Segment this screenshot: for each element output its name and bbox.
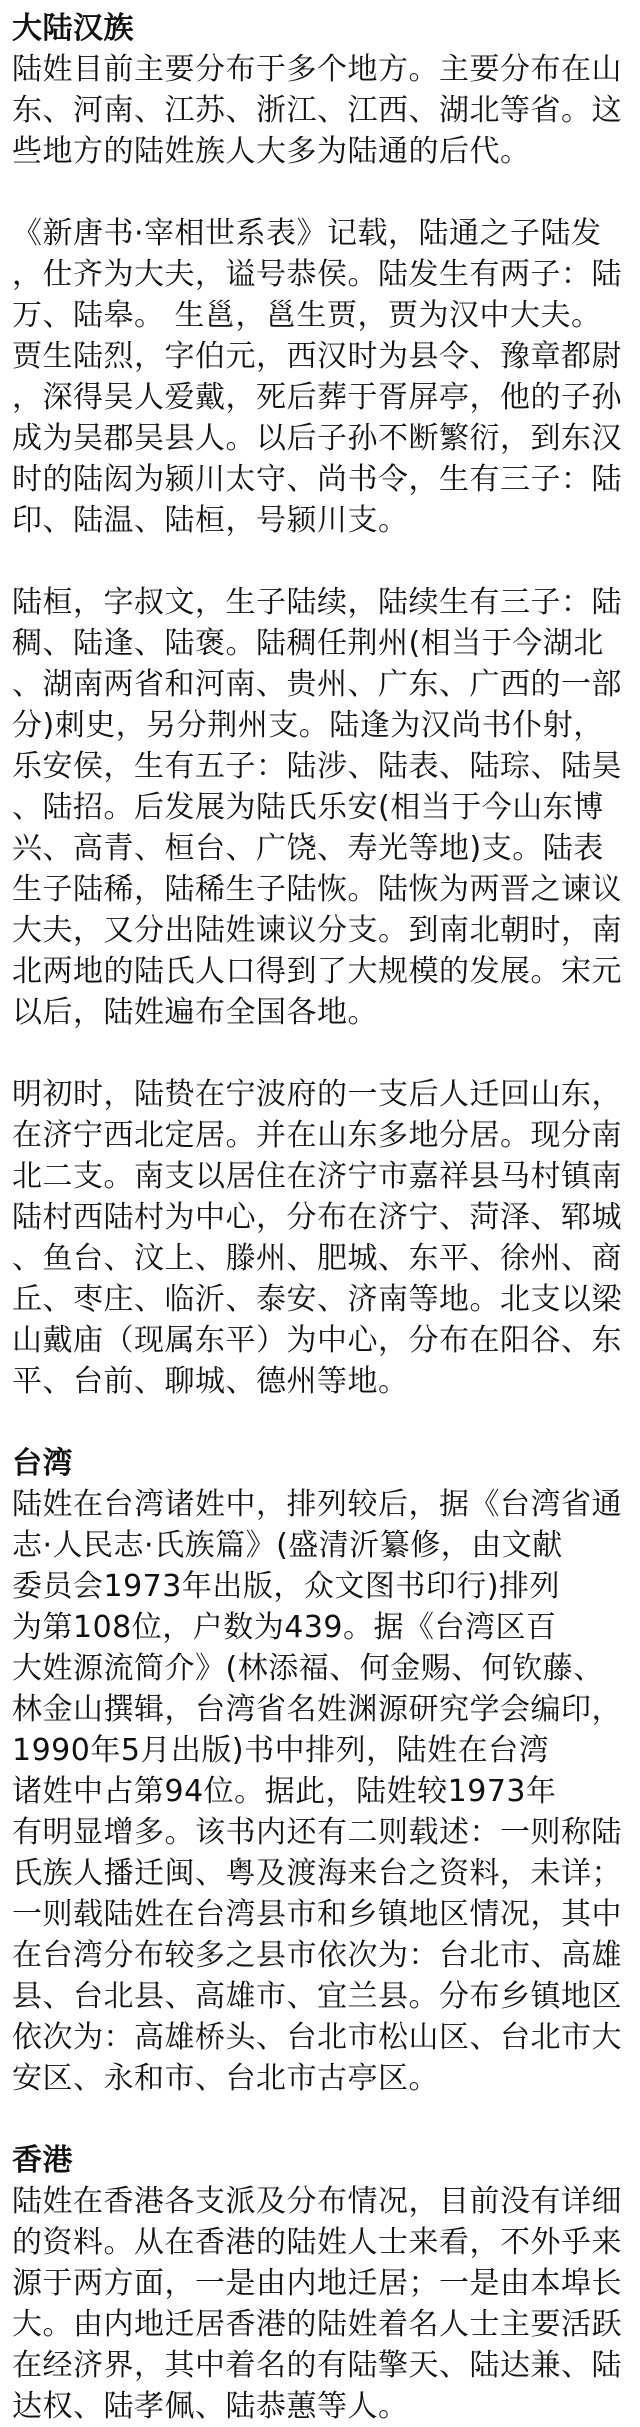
text-line: 安区、永和市、台北市古亭区。 — [12, 2061, 439, 2096]
text-line: 明初时，陆贽在宁波府的一支后人迁回山东， — [12, 1077, 622, 1112]
text-line: 乐安侯，生有五子：陆涉、陆表、陆琮、陆昊 — [12, 749, 622, 784]
text-line: 分)刺史，另分荆州支。陆逢为汉尚书仆射， — [12, 708, 604, 743]
section-heading: 大陆汉族 — [12, 11, 134, 46]
text-line: 陆姓在香港各支派及分布情况，目前没有详细 — [12, 2184, 622, 2219]
text-line: 山戴庙（现属东平）为中心，分布在阳谷、东 — [12, 1323, 622, 1358]
text-line: 一则载陆姓在台湾县市和乡镇地区情况，其中 — [12, 1897, 622, 1932]
text-line: 北两地的陆氏人口得到了大规模的发展。宋元 — [12, 954, 622, 989]
text-line: 北二支。南支以居住在济宁市嘉祥县马村镇南 — [12, 1159, 622, 1194]
text-line: 大。由内地迁居香港的陆姓着名人士主要活跃 — [12, 2307, 622, 2342]
section-heading: 台湾 — [12, 1446, 73, 1481]
text-line: 1990年5月出版)书中排列，陆姓在台湾 — [12, 1733, 550, 1768]
text-line: 为第108位，户数为439。据《台湾区百 — [12, 1610, 557, 1645]
text-line: 林金山撰辑，台湾省名姓渊源研究学会编印， — [12, 1692, 622, 1727]
text-line: 、陆招。后发展为陆氏乐安(相当于今山东博 — [12, 790, 604, 825]
text-line: 氏族人播迁闽、粤及渡海来台之资料，未详； — [12, 1856, 622, 1891]
text-line: 陆村西陆村为中心，分布在济宁、菏泽、郓城 — [12, 1200, 622, 1235]
text-line: 诸姓中占第94位。据此，陆姓较1973年 — [12, 1774, 557, 1809]
text-line: 大夫，又分出陆姓谏议分支。到南北朝时，南 — [12, 913, 622, 948]
text-line: 源于两方面，一是由内地迁居；一是由本埠长 — [12, 2266, 622, 2301]
text-line: 贾生陆烈，字伯元，西汉时为县令、豫章都尉 — [12, 339, 622, 374]
paragraph-gap — [12, 2099, 628, 2140]
text-line: 委员会1973年出版，众文图书印行)排列 — [12, 1569, 561, 1604]
text-line: 以后，陆姓遍布全国各地。 — [12, 995, 378, 1030]
text-line: 兴、高青、桓台、广饶、寿光等地)支。陆表 — [12, 831, 604, 866]
section-heading: 香港 — [12, 2143, 73, 2178]
text-line: 万、陆皋。 生邕，邕生贾，贾为汉中大夫。 — [12, 298, 602, 333]
text-line: 县、台北县、高雄市、宜兰县。分布乡镇地区 — [12, 1979, 622, 2014]
paragraph-gap — [12, 1033, 628, 1074]
text-line: 在经济界，其中着名的有陆擎天、陆达兼、陆 — [12, 2348, 622, 2383]
text-line: 些地方的陆姓族人大多为陆通的后代。 — [12, 134, 531, 169]
text-line: 成为吴郡吴县人。以后子孙不断繁衍，到东汉 — [12, 421, 622, 456]
text-line: 大姓源流简介》(林添福、何金赐、何钦藤、 — [12, 1651, 604, 1686]
text-line: 陆桓，字叔文，生子陆续，陆续生有三子：陆 — [12, 585, 622, 620]
text-line: 陆姓在台湾诸姓中，排列较后，据《台湾省通 — [12, 1487, 622, 1522]
text-line: ，深得吴人爱戴，死后葬于胥屏亭，他的子孙 — [12, 380, 622, 415]
text-line: 在台湾分布较多之县市依次为：台北市、高雄 — [12, 1938, 622, 1973]
text-line: 有明显增多。该书内还有二则载述：一则称陆 — [12, 1815, 622, 1850]
text-line: 依次为：高雄桥头、台北市松山区、台北市大 — [12, 2020, 622, 2055]
text-line: 印、陆温、陆桓，号颍川支。 — [12, 503, 409, 538]
paragraph-gap — [12, 541, 628, 582]
text-line: ，仕齐为大夫，谥号恭侯。陆发生有两子：陆 — [12, 257, 622, 292]
section-2 — [12, 213, 628, 541]
paragraph-gap — [12, 1402, 628, 1443]
text-line: 丘、枣庄、临沂、泰安、济南等地。北支以梁 — [12, 1282, 622, 1317]
section-6 — [12, 2140, 628, 2427]
text-line: 陆姓目前主要分布于多个地方。主要分布在山 — [12, 52, 622, 87]
text-line: 稠、陆逢、陆褒。陆稠任荆州(相当于今湖北 — [12, 626, 604, 661]
text-line: 平、台前、聊城、德州等地。 — [12, 1364, 409, 1399]
text-line: 东、河南、江苏、浙江、江西、湖北等省。这 — [12, 93, 622, 128]
paragraph-gap — [12, 172, 628, 213]
text-line: 《新唐书·宰相世系表》记载，陆通之子陆发 — [12, 216, 602, 251]
text-line: 、湖南两省和河南、贵州、广东、广西的一部 — [12, 667, 622, 702]
text-line: 的资料。从在香港的陆姓人士来看，不外乎来 — [12, 2225, 622, 2260]
text-line: 、鱼台、汶上、滕州、肥城、东平、徐州、商 — [12, 1241, 622, 1276]
text-line: 在济宁西北定居。并在山东多地分居。现分南 — [12, 1118, 622, 1153]
text-line: 时的陆闳为颍川太守、尚书令，生有三子：陆 — [12, 462, 622, 497]
section-5 — [12, 1443, 628, 2099]
text-line: 生子陆稀，陆稀生子陆恢。陆恢为两晋之谏议 — [12, 872, 622, 907]
section-3 — [12, 582, 628, 1033]
text-line: 达权、陆孝佩、陆恭蕙等人。 — [12, 2389, 409, 2424]
text-line: 志·人民志·氏族篇》(盛清沂纂修，由文献 — [12, 1528, 563, 1563]
section-4 — [12, 1074, 628, 1402]
section-1 — [12, 8, 628, 172]
